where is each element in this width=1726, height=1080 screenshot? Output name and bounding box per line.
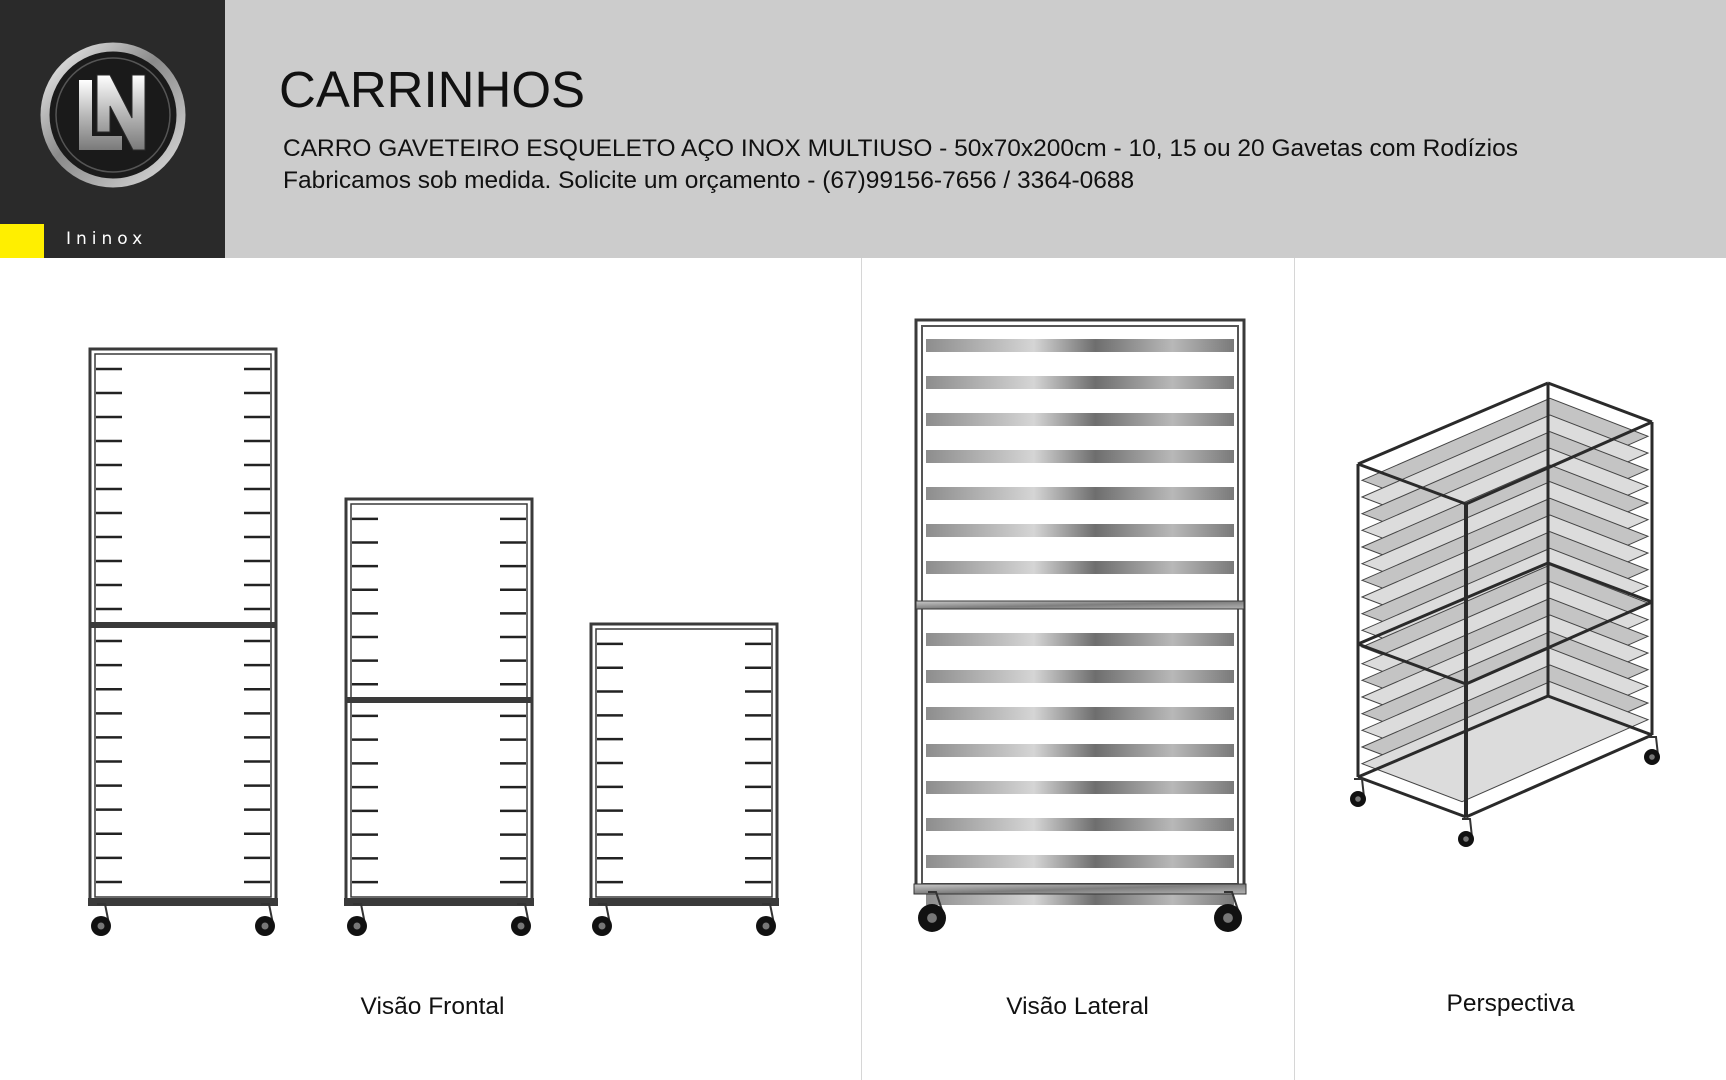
caster-hub (1649, 754, 1655, 760)
cart-mid-rail (90, 622, 276, 628)
front-view-carts (88, 349, 779, 936)
contact-line: Fabricamos sob medida. Solicite um orçamento - (67)99156-7656 / 3364-0688 (283, 167, 1135, 194)
caster-hub (763, 923, 770, 930)
caster-hub (518, 923, 525, 930)
caster-hub (927, 913, 937, 923)
tray-slat (926, 781, 1234, 794)
logo-wordmark: Ininox (66, 229, 148, 249)
tray-slat (926, 670, 1234, 683)
caster-hub (98, 923, 105, 930)
tray-slat (926, 633, 1234, 646)
caster-hub (1463, 836, 1469, 842)
tray-slat (926, 339, 1234, 352)
perspective-view-label: Perspectiva (1446, 990, 1575, 1017)
front-cart (344, 499, 534, 936)
cart-base (344, 898, 534, 906)
tray-slat (926, 707, 1234, 720)
cart-base (88, 898, 278, 906)
front-cart (589, 624, 779, 936)
caster-hub (1355, 796, 1361, 802)
side-view-label: Visão Lateral (1006, 993, 1149, 1020)
side-view-cart (914, 320, 1246, 932)
page-title: CARRINHOS (279, 61, 586, 118)
tray-slat (926, 818, 1234, 831)
caster-hub (262, 923, 269, 930)
tray-slat (926, 524, 1234, 537)
side-mid-rail (916, 601, 1244, 609)
front-view-label: Visão Frontal (360, 993, 505, 1020)
tray-slat (926, 450, 1234, 463)
caster-hub (1223, 913, 1233, 923)
cart-base (589, 898, 779, 906)
tray-slat (926, 561, 1234, 574)
perspective-cart (1350, 383, 1660, 847)
cart-mid-rail (346, 697, 532, 703)
product-description: CARRO GAVETEIRO ESQUELETO AÇO INOX MULTIUSO - 50x70x200cm - 10, 15 ou 20 Gavetas com Rodízios (283, 135, 1518, 162)
front-cart (88, 349, 278, 936)
tray-slat (926, 487, 1234, 500)
tray-slat (926, 413, 1234, 426)
tray-slat (926, 376, 1234, 389)
caster-hub (599, 923, 606, 930)
tray-slat (926, 744, 1234, 757)
tray-slat (926, 855, 1234, 868)
side-base (914, 884, 1246, 894)
caster-hub (354, 923, 361, 930)
